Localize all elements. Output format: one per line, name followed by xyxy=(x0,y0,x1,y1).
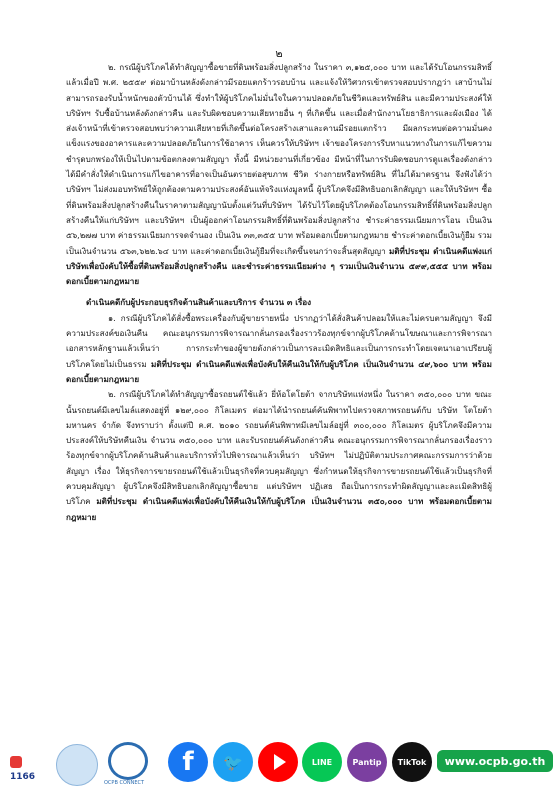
pantip-icon[interactable]: Pantip xyxy=(347,742,387,782)
resolution-text: มติที่ประชุม ดำเนินคดีแพ่งแก่บริษัทเพื่อบังคับให้ซื้อที่ดินพร้อมสิ่งปลูกสร้างคืน และชำระค่าธรรมเนียมต่าง ๆ รวมเป็นเงินจำนวน ๕๙๙,๕๕๕ บาท พร้อมดอกเบี้ยตามกฎหมาย xyxy=(66,245,492,287)
phone-icon xyxy=(10,756,22,768)
paragraph-case-2-car xyxy=(66,387,492,525)
paragraph-case-2-house xyxy=(66,60,492,289)
twitter-icon[interactable]: 🐦 xyxy=(213,742,253,782)
paragraph-case-1-amulet xyxy=(66,311,492,387)
tiktok-icon[interactable]: TikTok xyxy=(392,742,432,782)
ocpb-logo-icon[interactable] xyxy=(108,742,148,780)
document-body xyxy=(66,60,492,525)
play-icon xyxy=(274,754,286,770)
website-link[interactable]: www.ocpb.go.th xyxy=(437,750,553,772)
hotline-number: 1166 xyxy=(10,772,36,782)
facebook-icon[interactable]: f xyxy=(168,742,208,782)
resolution-text: มติที่ประชุม ดำเนินคดีแพ่งเพื่อบังคับให้คืนเงินให้กับผู้บริโภค เป็นเงินจำนวน ๓๕๐,๐๐๐ บาท พร้อมดอกเบี้ยตามกฎหมาย xyxy=(66,496,492,522)
line-icon[interactable]: LINE xyxy=(302,742,342,782)
resolution-text: มติที่ประชุม ดำเนินคดีแพ่งเพื่อบังคับให้คืนเงินให้กับผู้บริโภค เป็นเงินจำนวน ๔๙,๖๐๐ บาท พร้อมดอกเบี้ยตามกฎหมาย xyxy=(66,358,492,384)
page-number: ๒ xyxy=(275,47,283,60)
paragraph-text: ๒. กรณีผู้บริโภคได้ทำสัญญาซื้อรถยนต์ใช้แล้ว ยี่ห้อโตโยต้า จากบริษัทแห่งหนึ่ง ในราคา ๓๕๐,๐๐๐ บาท ขณะนั้นรถยนต์มีเลขไมล์แสดงอยู่ที่ ๑๒๙,๐๐๐ กิโลเมตร ต่อมาได้นำรถยนต์คันพิพาทไปตรวจสภาพรถยนต์กับ บริษัท โตโยต้ามหานคร จำกัด จึงทราบว่า ตั้งแต่ปี ค.ศ. ๒๐๑๐ รถยนต์คันพิพาทมีเลขไมล์อยู่ที่ ๓๐๐,๐๐๐ กิโลเมตร ผู้บริโภคจึงมีความประสงค์ให้บริษัทคืนเงิน จำนวน ๓๕๐,๐๐๐ บาท และรับรถยนต์คันดังกล่าวคืน คณะอนุกรรมการพิจารณากลั่นกรองเรื่องราวร้องทุกข์จากผู้บริโภคด้านสินค้าและบริการทั่วไปพิจารณาแล้วเห็นว่า บริษัทฯ ไม่ปฏิบัติตามประกาศคณะกรรมการว่าด้วยสัญญา เรื่อง ให้ธุรกิจการขายรถยนต์ใช้แล้วเป็นธุรกิจที่ควบคุมสัญญา ซึ่งกำหนดให้ธุรกิจการขายรถยนต์ใช้แล้วเป็นธุรกิจที่ควบคุมสัญญา ผู้บริโภคจึงมีสิทธิบอกเลิกสัญญาซื้อขาย แต่บริษัทฯ ปฏิเสธ ถือเป็นการกระทำผิดสัญญาและละเมิดสิทธิผู้บริโภค xyxy=(66,389,492,507)
paragraph-text: ๑. กรณีผู้บริโภคได้สั่งซื้อพระเครื่องกับผู้ขายรายหนึ่ง ปรากฏว่าได้สั่งสินค้าปลอมให้และไม่ครบตามสัญญา จึงมีความประสงค์ขอเงินคืน คณะอนุกรรมการพิจารณากลั่นกรองเรื่องราวร้องทุกข์จากผู้บริโภคด้านโฆษณาและการพิจารณาเอกสารหลักฐานแล้วเห็นว่า การกระทำของผู้ขายดังกล่าวเป็นการละเมิดสิทธิและเป็นการกระทำโดยเจตนาเอาเปรียบผู้บริโภคโดยไม่เป็นธรรม xyxy=(66,312,492,369)
section-heading: ดำเนินคดีกับผู้ประกอบธุรกิจด้านสินค้าและบริการ จำนวน ๓ เรื่อง xyxy=(86,297,312,308)
youtube-icon[interactable] xyxy=(258,742,298,782)
paragraph-text: ๒. กรณีผู้บริโภคได้ทำสัญญาซื้อขายที่ดินพร้อมสิ่งปลูกสร้าง ในราคา ๓,๑๒๕,๐๐๐ บาท และได้รับโอนกรรมสิทธิ์แล้วเมื่อปี พ.ศ. ๒๕๕๙ ต่อมาบ้านหลังดังกล่าวมีรอยแตกร้าวรอบบ้าน และแจ้งให้วิศวกรเข้าตรวจสอบปรากฏว่า เสาบ้านไม่สามารถรองรับน้ำหนักของตัวบ้านได้ ซึ่งทำให้ผู้บริโภคไม่มั่นใจในความปลอดภัยในชีวิตและทรัพย์สิน และมีความประสงค์ให้บริษัทฯ รับซื้อบ้านหลังดังกล่าวคืน และรับผิดชอบความเสียหายอื่น ๆ ที่เกิดขึ้น และเมื่อสำนักงานโยธาธิการและผังเมือง ได้ส่งเจ้าหน้าที่เข้าตรวจสอบพบว่าความเสียหายที่เกิดขึ้นต่อโครงสร้างเสาและคานมีรอยแตกร้าว มีผลกระทบต่อความมั่นคงแข็งแรงของอาคารและความปลอดภัยในการใช้อาคาร เห็นควรให้บริษัทฯ เจ้าของโครงการรีบหาแนวทางในการแก้ไขความชำรุดบกพร่องให้เป็นไปตามข้อตกลงตามสัญญา ทั้งนี้ มีหน่วยงานที่เกี่ยวข้อง มีหน้าที่ในการรับผิดชอบการดูแลเรื่องดังกล่าว ได้มีคำสั่งให้ดำเนินการแก้ไขอาคารที่อาจเป็นอันตรายต่อสุขภาพ ชีวิต ร่างกายหรือทรัพย์สิน ที่ไม่ได้มาตรฐาน จึงฟังได้ว่าบริษัทฯ ไม่ส่งมอบทรัพย์ให้ถูกต้องตามความประสงค์อันแท้จริงแห่งมูลหนี้ ผู้บริโภคจึงมีสิทธิบอกเลิกสัญญา และให้บริษัทฯ ซื้อที่ดินพร้อมสิ่งปลูกสร้างคืนในราคาตามสัญญานับตั้งแต่วันที่บริษัทฯ ได้รับไว้โดยผู้บริโภคต้องโอนกรรมสิทธิ์ที่ดินพร้อมสิ่งปลูกสร้างคืนให้แก่บริษัทฯ และบริษัทฯ เป็นผู้ออกค่าโอนกรรมสิทธิ์ที่ดินพร้อมสิ่งปลูกสร้าง ชำระค่าธรรมเนียมการโอน เป็นเงิน ๕๖,๒๗๗ บาท ค่าธรรมเนียมการจดจำนอง เป็นเงิน ๓๓,๓๕๕ บาท พร้อมดอกเบี้ยตามกฎหมาย ชำระค่าดอกเบี้ยเงินกู้ยืม รวมเป็นเงินจำนวน ๕๖๓,๖๒๒.๖๔ บาท และค่าดอกเบี้ยเงินกู้ยืมที่จะเกิดขึ้นจนกว่าจะสิ้นสุดสัญญา xyxy=(66,62,492,256)
hotline-badge[interactable] xyxy=(10,756,52,782)
mascot-icon xyxy=(56,744,98,786)
footer-bar xyxy=(0,738,558,790)
ocpb-connect-label: OCPB CONNECT xyxy=(104,780,145,786)
